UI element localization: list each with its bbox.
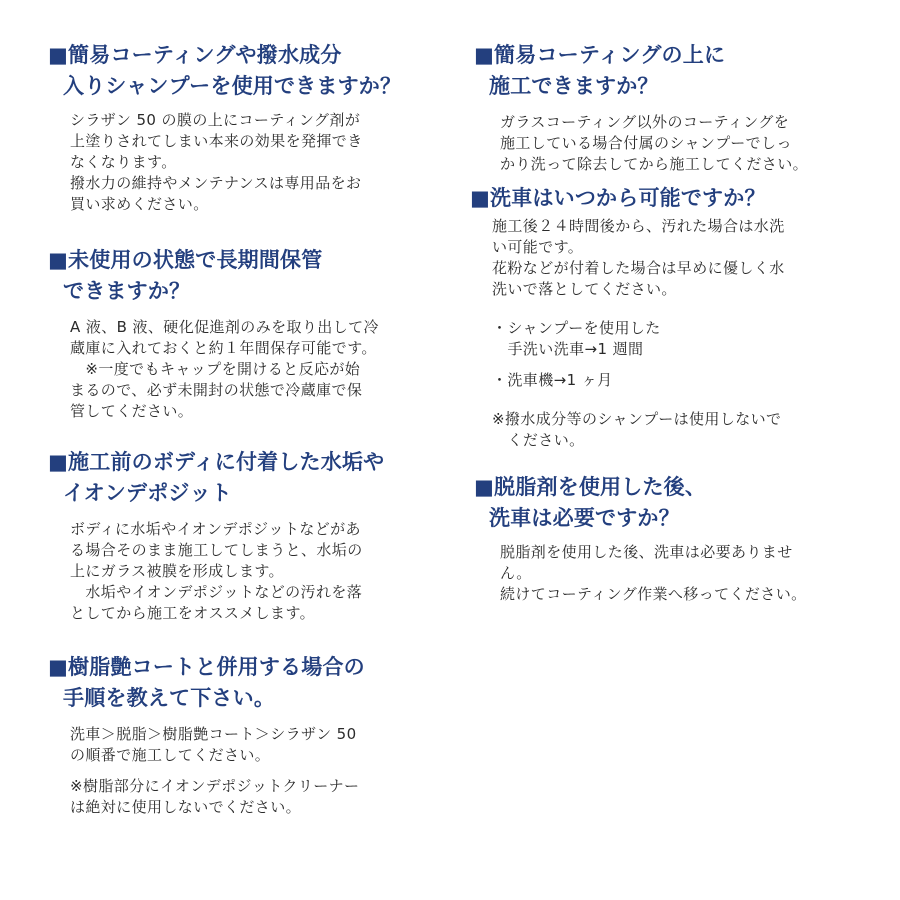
answer-line: ん。	[500, 564, 532, 582]
faq-wash-after-degreaser	[474, 472, 807, 605]
answer-line: A 液、B 液、硬化促進剤のみを取り出して冷	[70, 318, 379, 336]
answer-line: 花粉などが付着した場合は早めに優しく水	[492, 259, 785, 277]
answer-line: の順番で施工してください。	[70, 746, 271, 764]
answer-line: 洗車＞脱脂＞樹脂艶コート＞シラザン 50	[70, 725, 357, 743]
bullet-item: ・洗車機→1 ヶ月	[492, 371, 613, 389]
faq-water-stains	[48, 447, 384, 624]
answer-line: 管してください。	[70, 402, 194, 420]
answer-line: 脱脂剤を使用した後、洗車は必要ありませ	[500, 543, 793, 561]
answer-line: 蔵庫に入れておくと約１年間保存可能です。	[70, 339, 377, 357]
answer-line: かり洗って除去してから施工してください。	[500, 155, 809, 173]
faq-resin-coat-order	[48, 652, 365, 818]
faq-long-term-storage	[48, 245, 379, 422]
question-heading: ■脱脂剤を使用した後、 洗車は必要ですか？	[474, 475, 707, 530]
answer-text	[70, 724, 365, 818]
question-heading: ■簡易コーティングや撥水成分 入りシャンプーを使用できますか？	[48, 43, 402, 98]
note-line: ※撥水成分等のシャンプーは使用しないで	[492, 410, 782, 428]
answer-line: 買い求めください。	[70, 195, 209, 213]
answer-line: シラザン 50 の膜の上にコーティング剤が	[70, 111, 361, 129]
faq-over-simple-coating	[474, 40, 808, 175]
note-line: ください。	[492, 431, 585, 449]
question-heading: ■簡易コーティングの上に 施工できますか？	[474, 43, 726, 98]
note-line: は絶対に使用しないでください。	[70, 798, 302, 816]
answer-text	[492, 216, 785, 451]
answer-text	[500, 542, 807, 605]
answer-line: なくなります。	[70, 153, 177, 171]
answer-line: 洗いで落としてください。	[492, 280, 677, 298]
answer-line: 施工している場合付属のシャンプーでしっ	[500, 134, 792, 152]
question-heading: ■未使用の状態で長期間保管 できますか？	[48, 248, 323, 303]
answer-line: 撥水力の維持やメンテナンスは専用品をお	[70, 174, 362, 192]
answer-line: 上塗りされてしまい本来の効果を発揮でき	[70, 132, 363, 150]
answer-text	[500, 112, 808, 175]
answer-line: 施工後２４時間後から、汚れた場合は水洗	[492, 217, 785, 235]
answer-line: まるので、必ず未開封の状態で冷蔵庫で保	[70, 381, 363, 399]
answer-line: ※一度でもキャップを開けると反応が始	[70, 360, 361, 378]
answer-line: ガラスコーティング以外のコーティングを	[500, 113, 790, 131]
answer-text	[70, 110, 401, 215]
answer-line: ボディに水垢やイオンデポジットなどがあ	[70, 520, 361, 538]
answer-line: る場合そのまま施工してしまうと、水垢の	[70, 541, 363, 559]
answer-line: としてから施工をオススメします。	[70, 604, 316, 622]
note-line: ※樹脂部分にイオンデポジットクリーナー	[70, 777, 360, 795]
faq-when-to-wash	[470, 183, 785, 451]
question-heading: ■樹脂艶コートと併用する場合の 手順を教えて下さい。	[48, 655, 365, 710]
answer-text	[70, 519, 384, 624]
question-heading: ■施工前のボディに付着した水垢や イオンデポジット	[48, 450, 385, 505]
question-heading: ■洗車はいつから可能ですか？	[470, 186, 766, 210]
answer-line: 上にガラス被膜を形成します。	[70, 562, 284, 580]
answer-line: 続けてコーティング作業へ移ってください。	[500, 585, 807, 603]
answer-line: 水垢やイオンデポジットなどの汚れを落	[70, 583, 363, 601]
answer-text	[70, 317, 379, 422]
faq-coating-shampoo	[48, 40, 401, 215]
bullet-item: ・シャンプーを使用した 手洗い洗車→1 週間	[492, 319, 661, 358]
answer-line: い可能です。	[492, 238, 584, 256]
